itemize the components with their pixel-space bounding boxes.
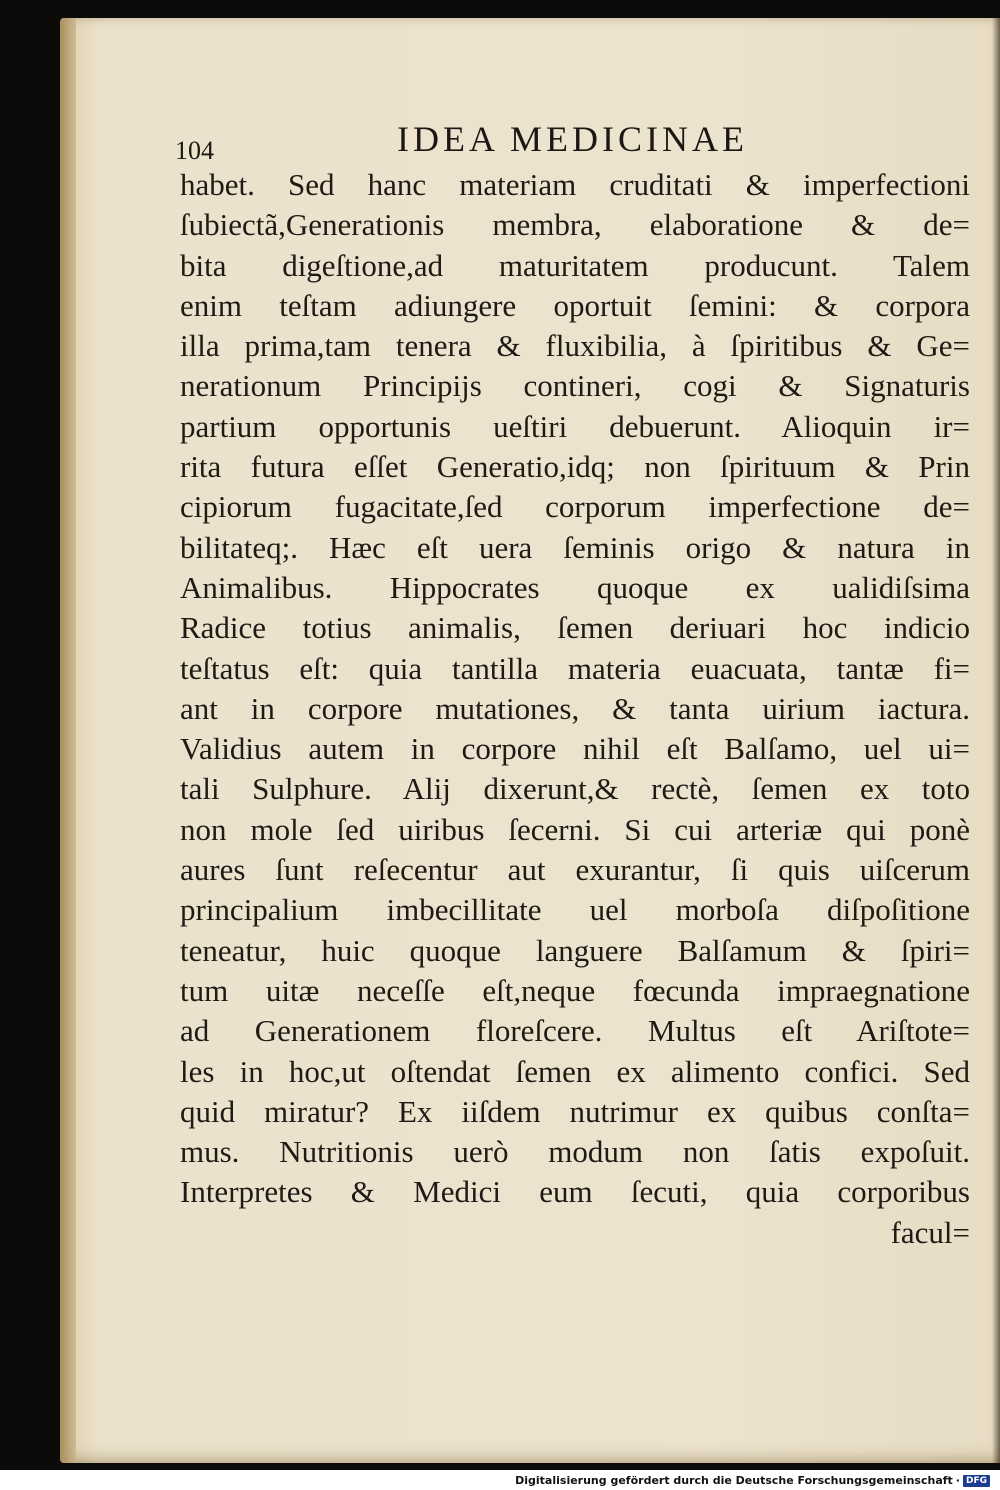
running-title: IDEA MEDICINAE: [397, 119, 748, 159]
text-line: ant in corpore mutationes, & tanta uirium iactura.: [180, 690, 970, 726]
text-line: mus. Nutritionis uerò modum non ſatis expoſuit.: [180, 1134, 970, 1170]
digitization-credit: [515, 1474, 990, 1487]
text-line: tum uitæ neceſſe eſt,neque fœcunda impraegnatione: [180, 972, 970, 1008]
text-line: teſtatus eſt: quia tantilla materia euacuata, tantæ fi=: [180, 650, 970, 686]
text-line: ad Generationem floreſcere. Multus eſt Ariſtote=: [180, 1013, 970, 1049]
text-line: quid miratur? Ex iiſdem nutrimur ex quibus conſta=: [180, 1093, 970, 1129]
text-line: bita digeſtione,ad maturitatem producunt. Talem: [180, 247, 970, 283]
text-line: principalium imbecillitate uel morboſa diſpoſitione: [180, 892, 970, 928]
text-line: illa prima,tam tenera & fluxibilia, à ſpiritibus & Ge=: [180, 328, 970, 364]
credit-text: Digitalisierung gefördert durch die Deutsche Forschungsgemeinschaft: [515, 1474, 953, 1487]
text-line: nerationum Principijs contineri, cogi & Signaturis: [180, 368, 970, 404]
body-text: [180, 165, 970, 1253]
text-line: partium opportunis ueſtiri debuerunt. Alioquin ir=: [180, 408, 970, 444]
page-right-edge: [992, 18, 1000, 1463]
text-line: habet. Sed hanc materiam cruditati & imperfectioni: [180, 167, 970, 202]
text-line: aures ſunt reſecentur aut exurantur, ſi quis uiſcerum: [180, 852, 970, 888]
text-line: enim teſtam adiungere oportuit ſemini: & corpora: [180, 287, 970, 323]
text-line: bilitateq;. Hæc eſt uera ſeminis origo & natura in: [180, 529, 970, 565]
dfg-logo-icon: DFG: [963, 1475, 990, 1487]
text-line: Interpretes & Medici eum ſecuti, quia corporibus: [180, 1174, 970, 1210]
text-line: cipiorum fugacitate,ſed corporum imperfectione de=: [180, 489, 970, 525]
page-gutter-edge: [60, 18, 76, 1463]
text-line: ſubiectã,Generationis membra, elaboratione & de=: [180, 207, 970, 243]
text-line: Animalibus. Hippocrates quoque ex ualidiſsima: [180, 569, 970, 605]
text-line: teneatur, huic quoque languere Balſamum & ſpiri=: [180, 932, 970, 968]
text-line: rita futura eſſet Generatio,idq; non ſpirituum & Prin: [180, 449, 970, 485]
page-header: [175, 118, 975, 165]
catchword-line: facul=: [890, 1214, 970, 1250]
text-line: non mole ſed uiribus ſecerni. Si cui arteriæ qui ponè: [180, 811, 970, 847]
text-line: Radice totius animalis, ſemen deriuari hoc indicio: [180, 610, 970, 646]
text-line: les in hoc,ut oſtendat ſemen ex alimento confici. Sed: [180, 1053, 970, 1089]
text-line: Validius autem in corpore nihil eſt Balſamo, uel ui=: [180, 731, 970, 767]
text-line: tali Sulphure. Alij dixerunt,& rectè, ſemen ex toto: [180, 771, 970, 807]
separator-dot: ·: [955, 1474, 960, 1487]
page-number: 104: [175, 136, 214, 165]
